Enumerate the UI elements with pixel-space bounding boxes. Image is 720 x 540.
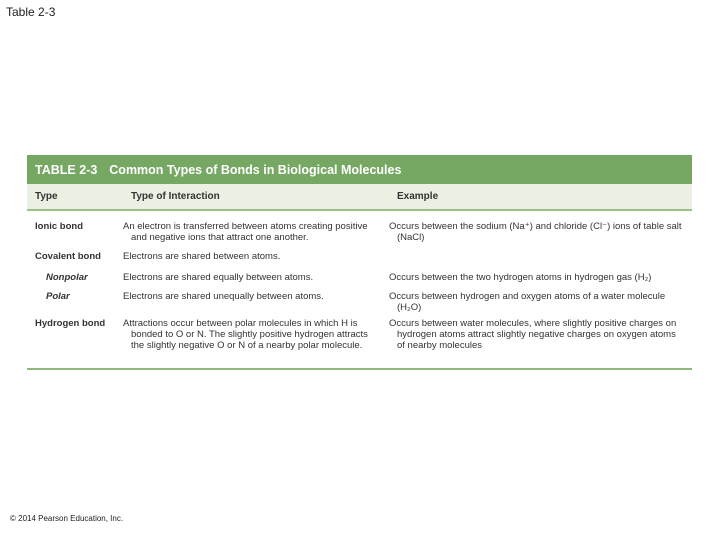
table-number: TABLE 2-3 — [35, 162, 98, 177]
row-example: Occurs between the two hydrogen atoms in hydrogen gas (H₂) — [389, 272, 652, 283]
row-interaction: Attractions occur between polar molecules in which H is bonded to O or N. The slightly positive hydrogen attracts the slightly negative O or N of a nearby polar molecule. — [123, 318, 368, 351]
row-interaction: An electron is transferred between atoms creating positive and negative ions that attract one another. — [123, 221, 368, 243]
row-type: Ionic bond — [35, 221, 84, 232]
table-row-hydrogen-bond — [27, 313, 692, 368]
row-example: Occurs between the sodium (Na⁺) and chloride (Cl⁻) ions of table salt (NaCl) — [389, 221, 682, 243]
row-type: Hydrogen bond — [35, 318, 106, 329]
table-row-ionic-bond — [27, 211, 692, 242]
copyright-footer: © 2014 Pearson Education, Inc. — [10, 514, 124, 523]
row-interaction: Electrons are shared equally between atoms. — [123, 272, 314, 283]
row-type: Nonpolar — [46, 272, 88, 283]
row-type: Covalent bond — [35, 251, 101, 262]
row-example: Occurs between water molecules, where slightly positive charges on hydrogen atoms attract slightly negative charges on oxygen atoms of nearby molecules — [389, 318, 677, 351]
row-example: Occurs between hydrogen and oxygen atoms of a water molecule (H₂O) — [389, 291, 666, 313]
row-type: Polar — [46, 291, 70, 302]
slide-title: Table 2-3 — [6, 5, 56, 19]
column-header-interaction: Type of Interaction — [131, 191, 220, 202]
table-row-covalent-bond — [27, 242, 692, 262]
table-caption-bar — [27, 155, 692, 184]
column-header-example: Example — [397, 191, 439, 202]
column-header-type: Type — [35, 191, 58, 202]
column-header-row — [27, 184, 692, 211]
row-example — [389, 251, 692, 262]
table-row-nonpolar — [27, 262, 692, 282]
bonds-table — [27, 155, 692, 370]
row-interaction: Electrons are shared between atoms. — [123, 251, 281, 262]
table-row-polar — [27, 282, 692, 313]
table-caption: Common Types of Bonds in Biological Molecules — [109, 162, 402, 177]
row-interaction: Electrons are shared unequally between atoms. — [123, 291, 324, 302]
